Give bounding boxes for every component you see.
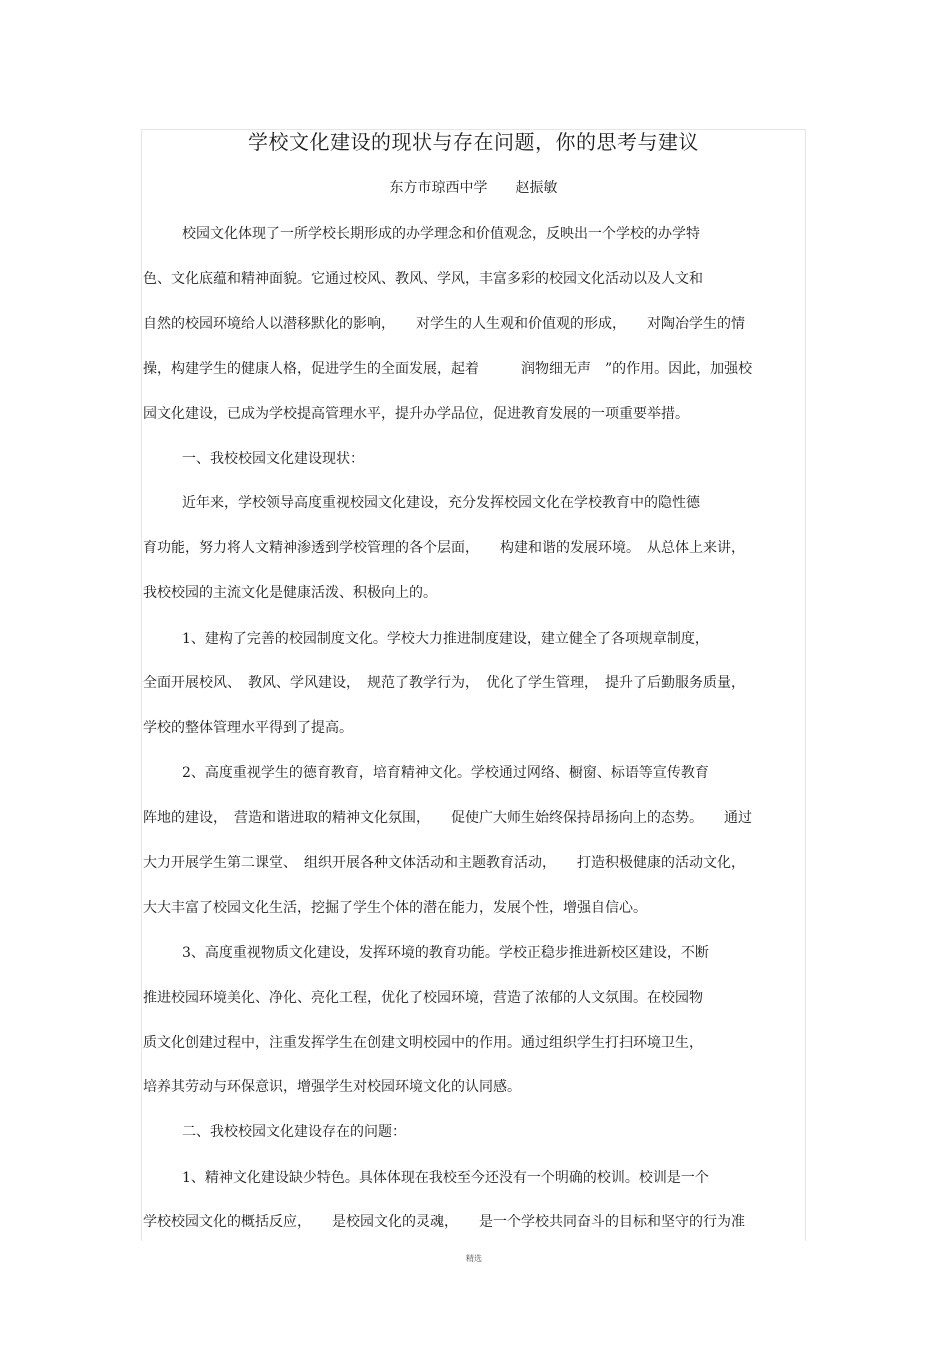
text-line: 操，构建学生的健康人格，促进学生的全面发展，起着 润物细无声 ”的作用。因此，加强校 [143, 361, 753, 377]
text-line: 推进校园环境美化、净化、亮化工程，优化了校园环境，营造了浓郁的人文氛围。在校园物 [143, 990, 703, 1006]
text-line: 阵地的建设， 营造和谐进取的精神文化氛围， 促使广大师生始终保持昂扬向上的态势。 通过 [143, 810, 752, 826]
text-line: 近年来，学校领导高度重视校园文化建设，充分发挥校园文化在学校教育中的隐性德 [182, 495, 700, 511]
text-line: 学校校园文化的概括反应， 是校园文化的灵魂， 是一个学校共同奋斗的目标和坚守的行为准 [143, 1214, 745, 1230]
text-line: 培养其劳动与环保意识，增强学生对校园环境文化的认同感。 [143, 1079, 521, 1095]
author-line [141, 178, 806, 198]
author-school: 东方市琼西中学 [389, 180, 488, 196]
footer-mark: 精选 [466, 1254, 482, 1263]
text-line: 3、高度重视物质文化建设，发挥环境的教育功能。学校正稳步推进新校区建设，不断 [182, 945, 709, 961]
text-line: 自然的校园环境给人以潜移默化的影响， 对学生的人生观和价值观的形成， 对陶冶学生的情 [143, 316, 745, 332]
text-line: 质文化创建过程中，注重发挥学生在创建文明校园中的作用。通过组织学生打扫环境卫生， [143, 1035, 703, 1051]
author-name: 赵振敏 [515, 180, 558, 196]
text-line: 校园文化体现了一所学校长期形成的办学理念和价值观念，反映出一个学校的办学特 [182, 226, 700, 242]
text-line: 我校校园的主流文化是健康活泼、积极向上的。 [143, 585, 437, 601]
text-line: 全面开展校风、 教风、学风建设， 规范了教学行为， 优化了学生管理， 提升了后勤服务质量， [143, 675, 745, 691]
text-line: 学校的整体管理水平得到了提高。 [143, 720, 353, 736]
text-line: 育功能，努力将人文精神渗透到学校管理的各个层面， 构建和谐的发展环境。 从总体上来讲， [143, 540, 745, 556]
text-line: 2、高度重视学生的德育教育，培育精神文化。学校通过网络、橱窗、标语等宣传教育 [182, 765, 709, 781]
document-title: 学校文化建设的现状与存在问题，你的思考与建议 [248, 130, 699, 154]
text-line: 大大丰富了校园文化生活，挖掘了学生个体的潜在能力，发展个性，增强自信心。 [143, 900, 647, 916]
text-line: 1、建构了完善的校园制度文化。学校大力推进制度建设，建立健全了各项规章制度， [182, 631, 709, 647]
section-heading: 二、我校校园文化建设存在的问题： [182, 1124, 406, 1140]
text-line: 1、精神文化建设缺少特色。具体体现在我校至今还没有一个明确的校训。校训是一个 [182, 1170, 709, 1186]
text-line: 园文化建设，已成为学校提高管理水平，提升办学品位，促进教育发展的一项重要举措。 [143, 406, 689, 422]
text-line: 色、文化底蕴和精神面貌。它通过校风、教风、学风，丰富多彩的校园文化活动以及人文和 [143, 271, 703, 287]
text-line: 大力开展学生第二课堂、 组织开展各种文体活动和主题教育活动， 打造积极健康的活动文化， [143, 855, 745, 871]
section-heading: 一、我校校园文化建设现状： [182, 451, 364, 467]
